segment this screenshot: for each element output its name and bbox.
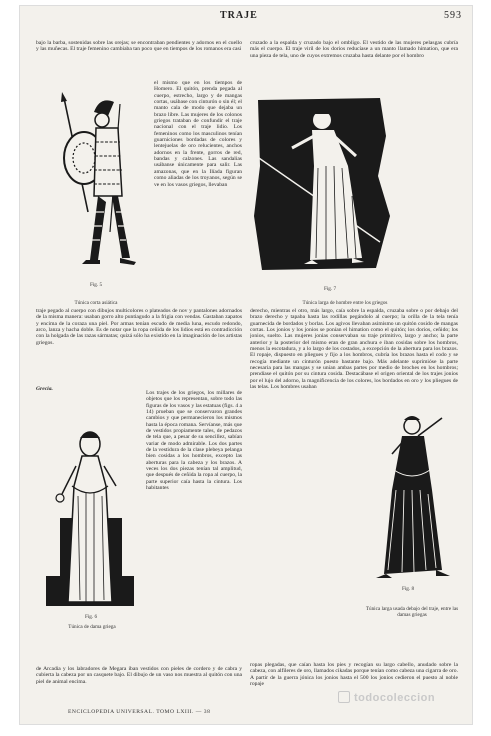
watermark-text: todocoleccion: [354, 692, 436, 704]
figure-5-caption: Túnica corta asiática: [74, 300, 118, 306]
figure-8-caption: Túnica larga usada debajo del traje, entre las damas griegas: [365, 606, 459, 618]
figure-5: [50, 92, 142, 280]
text-col2-bottom: ropas plegadas, que caían hasta los pies y recogían su largo cabello, anudado sobre la cabeza, con alfileres de oro, llamados cikadas porque tenían como cabeza una cigarra de oro. A partir de la guerra jónica los jonios hasta el 500 los jonios cedieron el puesto al noble ropaje: [250, 662, 458, 688]
page-footer: ENCICLOPEDIA UNIVERSAL. TOMO LXIII. — 38: [68, 709, 211, 715]
text-col2-mid-full: derecho, mientras el otro, más largo, caía sobre la espalda, cruzaba sobre o por debajo del brazo derecho y tapaba hasta las rodillas pegándolo al cuerpo; la orilla de la tela tenía guarnecida de bordados y borlas. Los agivos llevaban asimismo un quitón cosido de mangas cortas. Los jonios y los jonios se ponían el himation como el quitón; los dorios, ceñido; los jonios, suelto. Las mujeres jonias conservaban su traje primitivo, largo y ancho; la parte anterior y la posterior del mismo eran de gran anchura e iban cosidas sobre los hombros, menos la escotadura, y a lo largo de los costados, a excepción de la abertura para los brazos. El ropaje, dispuesto en pliegues y fijo a los hombros, cubría los brazos hasta el codo y se recogía mediante un cinturón puesto bastante bajo. Más adelante suprimióse la parte necesaria para las mangas y se unían ambas partes por medio de broches en los hombros; prendíase el quitón por su cintura cosida. Destacábase el origen oriental de los trajes jonios por el lujo del adorno, la magnificencia de los colores, los bordados en oro y los pliegues de las telas. Los hombres usaban: [250, 308, 458, 390]
watermark: [338, 691, 435, 704]
figure-8: [362, 410, 458, 582]
page-title: TRAJE: [220, 10, 258, 21]
figure-6: [42, 426, 138, 612]
figure-8-label: Fig. 8: [401, 586, 415, 592]
text-col2-top: cruzado a la espalda y cruzado bajo el ombligo. El vestido de las mujeres pelasgas cubría más el cuerpo. El traje viril de los dorios reducíase a un manto llamado himation, que era una pieza de tela, uno de cuyos extremos cruzaba hasta delante por el hombro: [250, 40, 458, 59]
figure-7-caption: Túnica larga de hombre entre los griegos: [302, 300, 388, 306]
encyclopedia-page: [20, 6, 472, 724]
text-col1-top: bajo la barba, sostenidas sobre las orejas; se encontraban pendientes y adornos en el cuello y las muñecas. El traje femenino cambiaba tan poco que en tiempos de los romanos era casi: [36, 40, 242, 53]
section-label-grecia: Grecia.: [36, 386, 53, 392]
figure-6-caption: Túnica de dama griega: [68, 624, 116, 630]
page-number: 593: [444, 10, 462, 21]
text-col1-low: traje pegado al cuerpo con dibujos multicolores o plateados de nov y pantalones adornados de la misma manera: usaban gorro alto puntiagudo a la frigia con vendas. Gastaban zapatos y encima de la coraza una piel. Por armas tenían escudo de media luna, escudo redondo, arco, lanza y hacha doble. Es de notar que la ropa ceñida de los lidios está en contradicción con la holgada de las razas sármatas; quizá sólo ha existido en la imaginación de los artistas griegos.: [36, 308, 242, 346]
text-col1-bottom: de Arcadia y los labradores de Megara iban vestidos con pieles de cordero y de cabra y cubierta la cabeza por un casquete bajo. El dibujo de un vaso nos muestra al quitón con una piel de animal encima.: [36, 666, 242, 685]
figure-6-label: Fig. 6: [84, 614, 98, 620]
figure-5-label: Fig. 5: [89, 282, 103, 288]
watermark-logo-icon: [338, 691, 350, 703]
text-col1-grecia: Los trajes de los griegos, los millares de objetos que los representan, sobre todo las figuras de los vasos y las estatuas (figs. 4 a 14) prueban que se conservaron grandes cambios y que permanecieron los mismos hasta la época romana. Servíanse, más que de vestidos propiamente tales, de pedazos de tela que, a pesar de su sencillez, sabían variar de modo admirable. Los dos partes de la vestidura de la clase plebeya pelanga bien cosidas a los hombros, excepto las aberturas para la cabeza y los brazos. A veces los dos piezas tenían tal amplitud, que después de ceñida la ropa al cuerpo, la parte superior caía hasta la cintura. Los habitantes: [146, 390, 242, 492]
text-col1-mid: el mismo que en los tiempos de Homero. El quitón, prenda pegada al cuerpo, estrecho, largo y de mangas cortas, usábase con cinturón o sin él; el manto cala de modo que dejaba un brazo libre. Las mujeres de los colonos griegos trataban de confundir el traje nacional con el traje lidio. Los femeninos como los masculinos tenían guarniciones bordadas de colores y lentejuelas de oro relucientes, anchos adornos en la frente, gorros de red, bandas y calzones. Las sandalias usábanse únicamente para salir. Las amazonas, que en la Ilíada figuran como aliadas de los troyanos, según se ve en los vasos griegos, llevaban: [154, 80, 242, 188]
figure-7-label: Fig. 7: [323, 286, 337, 292]
figure-7: [252, 96, 394, 272]
page-header: [20, 10, 472, 24]
